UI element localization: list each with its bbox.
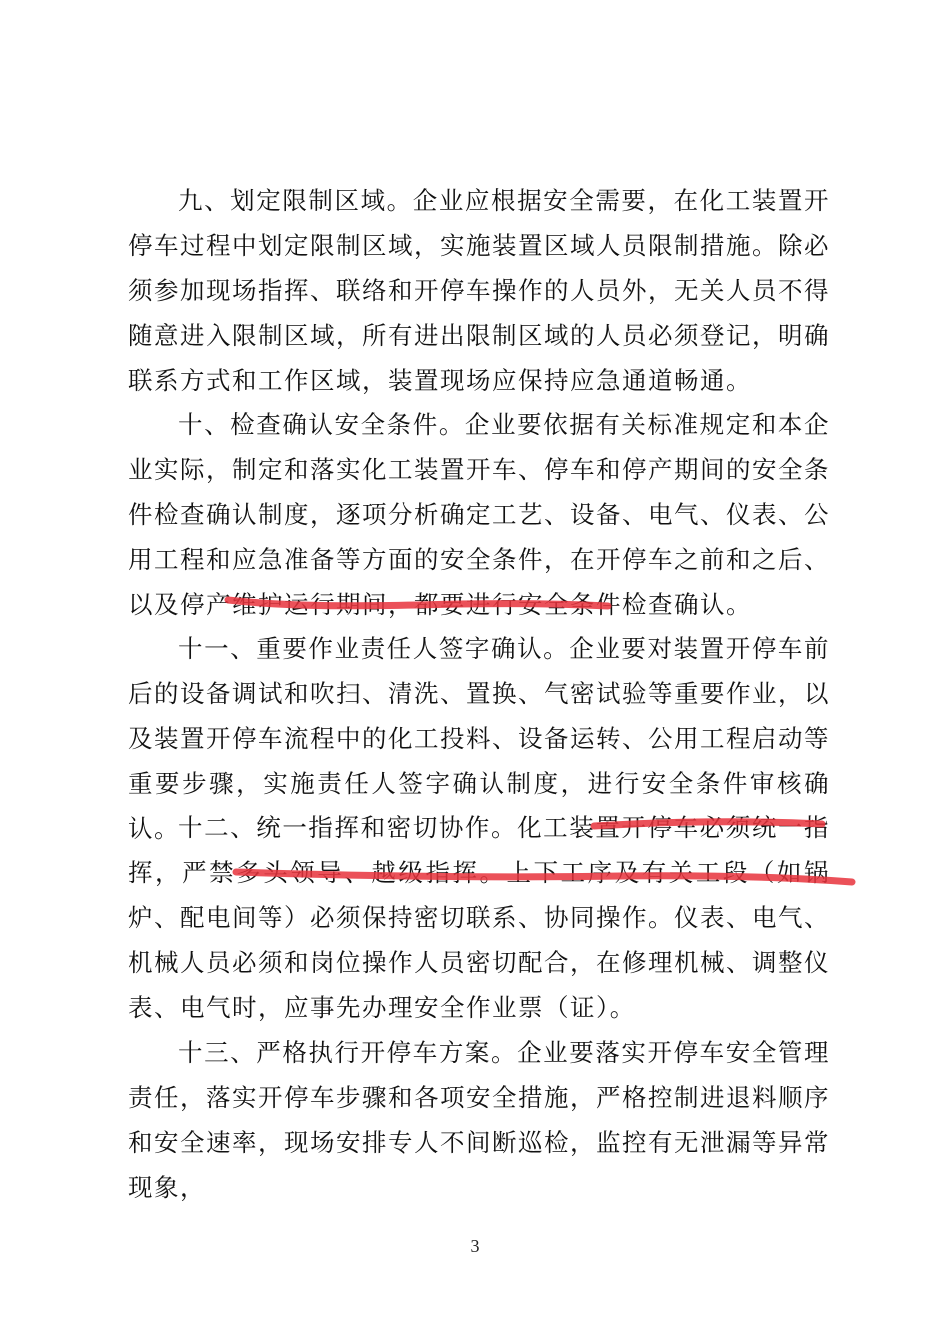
paragraph-heading: 十一、重要作业责任人签字确认。 [178, 634, 570, 663]
paragraph-13 [128, 1030, 830, 1210]
paragraph-10 [128, 402, 830, 627]
paragraph-body: 化工装置开停车必须统一指挥，严禁多头领导、越级指挥。上下工序及有关工段（如锅炉、配电间等）必须保持密切联系、协同操作。仪表、电气、机械人员必须和岗位操作人员密切配合，在修理机械、调整仪表、电气时，应事先办理安全作业票（证）。 [128, 813, 831, 1022]
page-number: 3 [470, 1236, 480, 1256]
paragraph-12 [128, 805, 830, 1030]
paragraph-heading: 十二、统一指挥和密切协作。 [178, 813, 518, 842]
paragraph-body: 企业应根据安全需要，在化工装置开停车过程中划定限制区域，实施装置区域人员限制措施。除必须参加现场指挥、联络和开停车操作的人员外，无关人员不得随意进入限制区域，所有进出限制区域的人员必须登记，明确联系方式和工作区域，装置现场应保持应急通道畅通。 [128, 186, 830, 395]
paragraph-heading: 九、划定限制区域。 [178, 186, 413, 215]
paragraph-body: 企业要落实开停车安全管理责任，落实开停车步骤和各项安全措施，严格控制进退料顺序和安全速率，现场安排专人不间断巡检，监控有无泄漏等异常现象， [128, 1038, 831, 1202]
paragraph-body: 企业要依据有关标准规定和本企业实际，制定和落实化工装置开车、停车和停产期间的安全条件检查确认制度，逐项分析确定工艺、设备、电气、仪表、公用工程和应急准备等方面的安全条件，在开停车之前和之后、以及停产维护运行期间，都要进行安全条件检查确认。 [128, 410, 831, 619]
paragraph-9 [128, 178, 830, 403]
paragraph-heading: 十、检查确认安全条件。 [178, 410, 465, 439]
paragraph-body: 企业要对装置开停车前后的设备调试和吹扫、清洗、置换、气密试验等重要作业，以及装置开停车流程中的化工投料、设备运转、公用工程启动等重要步骤，实施责任人签字确认制度，进行安全条件审核确认。 [128, 634, 830, 843]
paragraph-heading: 十三、严格执行开停车方案。 [178, 1038, 518, 1067]
